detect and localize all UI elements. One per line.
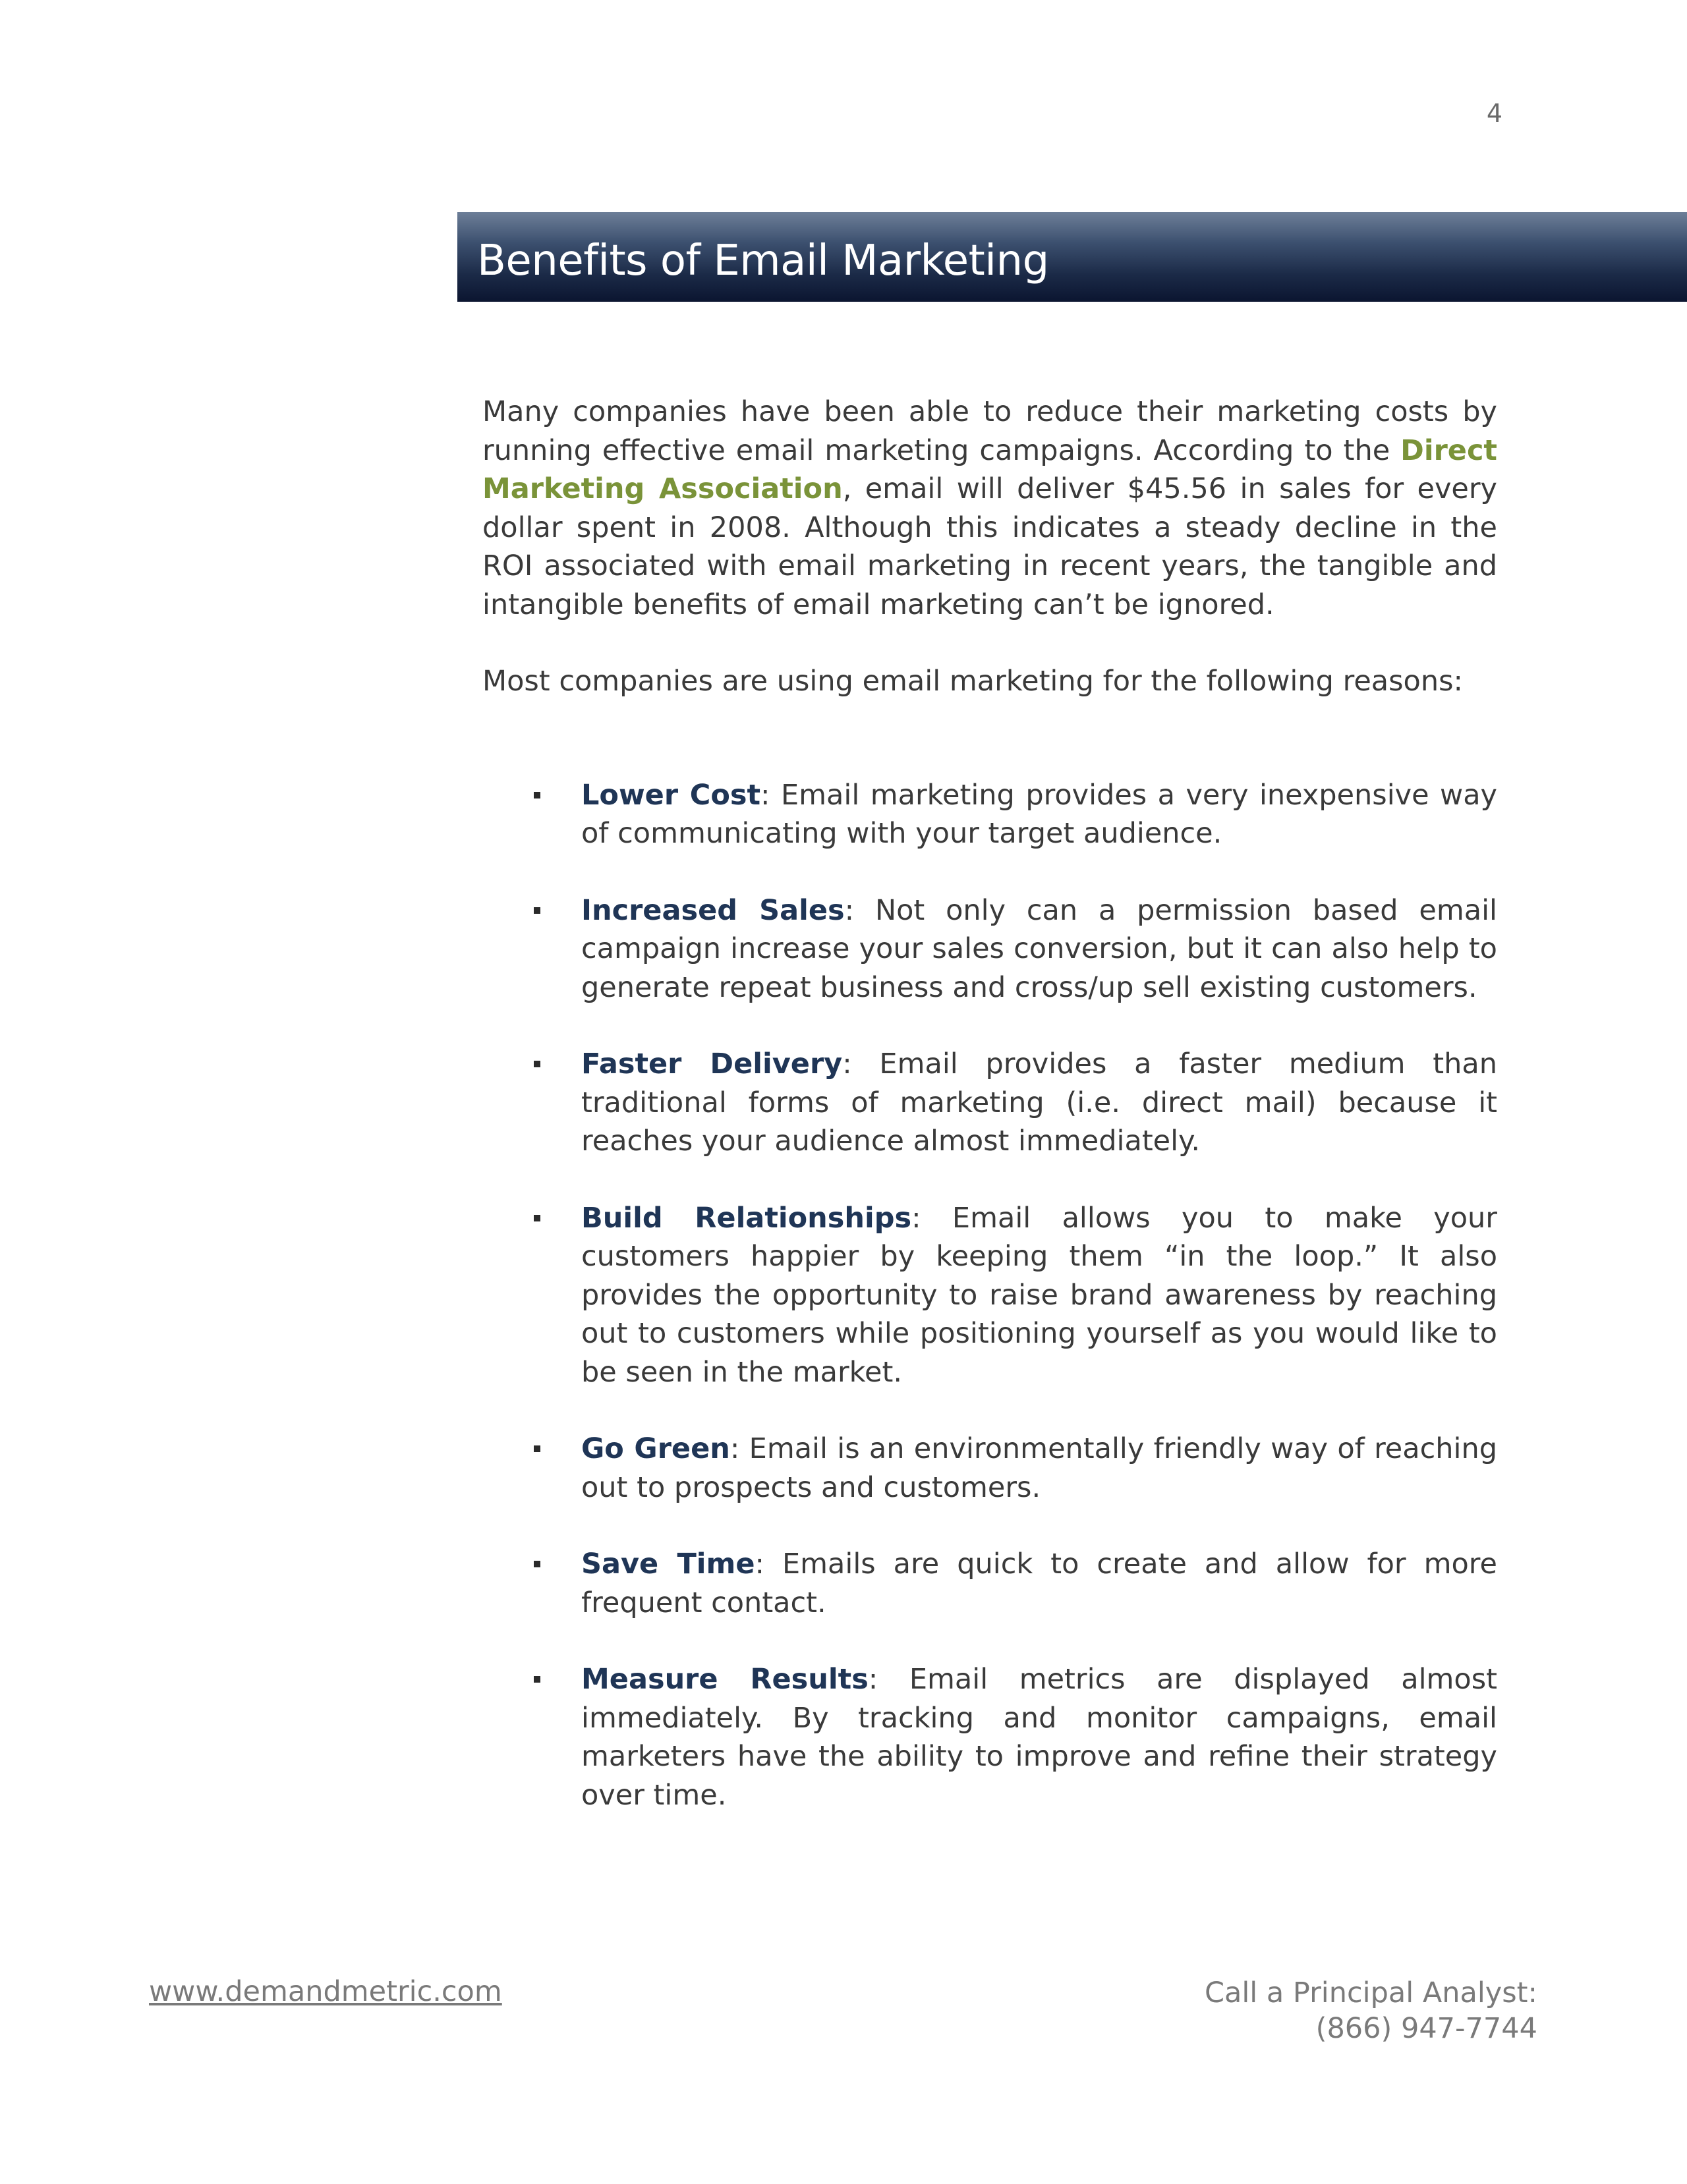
benefit-item-build-relationships xyxy=(482,1199,1497,1392)
benefit-term: Increased Sales xyxy=(581,893,845,927)
benefit-term: Build Relationships xyxy=(581,1201,912,1235)
benefit-text: : Email is an environmentally friendly way of reaching out to prospects and customers. xyxy=(581,1432,1497,1504)
square-bullet-icon xyxy=(534,1061,540,1067)
square-bullet-icon xyxy=(534,792,540,798)
square-bullet-icon xyxy=(534,1445,540,1452)
benefit-item-lower-cost xyxy=(482,776,1497,853)
contact-label: Call a Principal Analyst: xyxy=(1204,1976,1537,2009)
benefit-item-go-green xyxy=(482,1430,1497,1507)
benefits-list xyxy=(482,776,1497,1815)
website-link[interactable]: www.demandmetric.com xyxy=(149,1975,502,2008)
benefit-term: Faster Delivery xyxy=(581,1048,843,1080)
benefit-term: Lower Cost xyxy=(581,778,761,812)
benefit-text: : Not only can a permission based email campaign increase your sales conversion, but it can also help to generate repeat business and cross/up sell existing customers. xyxy=(581,893,1497,1004)
intro-text-start: Many companies have been able to reduce their marketing costs by running effective email marketing campaigns. According to the xyxy=(482,395,1497,467)
footer-contact xyxy=(1120,1975,1537,2046)
section-header-banner xyxy=(457,212,1687,302)
benefit-term: Measure Results xyxy=(581,1663,869,1696)
contact-phone: (866) 947-7744 xyxy=(1315,2012,1537,2045)
dma-link[interactable]: Direct Marketing Association xyxy=(482,434,1497,505)
intro-paragraph xyxy=(482,393,1497,624)
benefit-text: : Emails are quick to create and allow for more frequent contact. xyxy=(581,1548,1497,1619)
benefit-term: Save Time xyxy=(581,1548,755,1581)
square-bullet-icon xyxy=(534,1215,540,1221)
main-content xyxy=(482,393,1497,1853)
square-bullet-icon xyxy=(534,907,540,914)
benefit-text: : Email allows you to make your customers happier by keeping them “in the loop.” It also provides the opportunity to raise brand awareness by reaching out to customers while positioning yourself as you would like to be seen in the market. xyxy=(581,1201,1497,1389)
benefit-text: : Email marketing provides a very inexpensive way of communicating with your target audience. xyxy=(581,778,1497,850)
intro-text-end: , email will deliver $45.56 in sales for every dollar spent in 2008. Although this indicates a steady decline in the ROI associated with email marketing in recent years, the tangible and intangible benefits of email marketing can’t be ignored. xyxy=(482,472,1497,621)
benefit-item-increased-sales xyxy=(482,891,1497,1007)
square-bullet-icon xyxy=(534,1561,540,1567)
benefit-text: : Email provides a faster medium than traditional forms of marketing (i.e. direct mail) because it reaches your audience almost immediately. xyxy=(581,1048,1498,1158)
benefit-term: Go Green xyxy=(581,1432,730,1465)
benefit-text: : Email metrics are displayed almost immediately. By tracking and monitor campaigns, email marketers have the ability to improve and refine their strategy over time. xyxy=(581,1663,1498,1812)
benefit-item-faster-delivery xyxy=(482,1045,1497,1161)
square-bullet-icon xyxy=(534,1676,540,1683)
reasons-intro: Most companies are using email marketing for the following reasons: xyxy=(482,665,1463,698)
benefit-item-measure-results xyxy=(482,1660,1497,1814)
page-number: 4 xyxy=(1486,99,1502,128)
section-title: Benefits of Email Marketing xyxy=(477,237,1049,285)
benefit-item-save-time xyxy=(482,1545,1497,1622)
